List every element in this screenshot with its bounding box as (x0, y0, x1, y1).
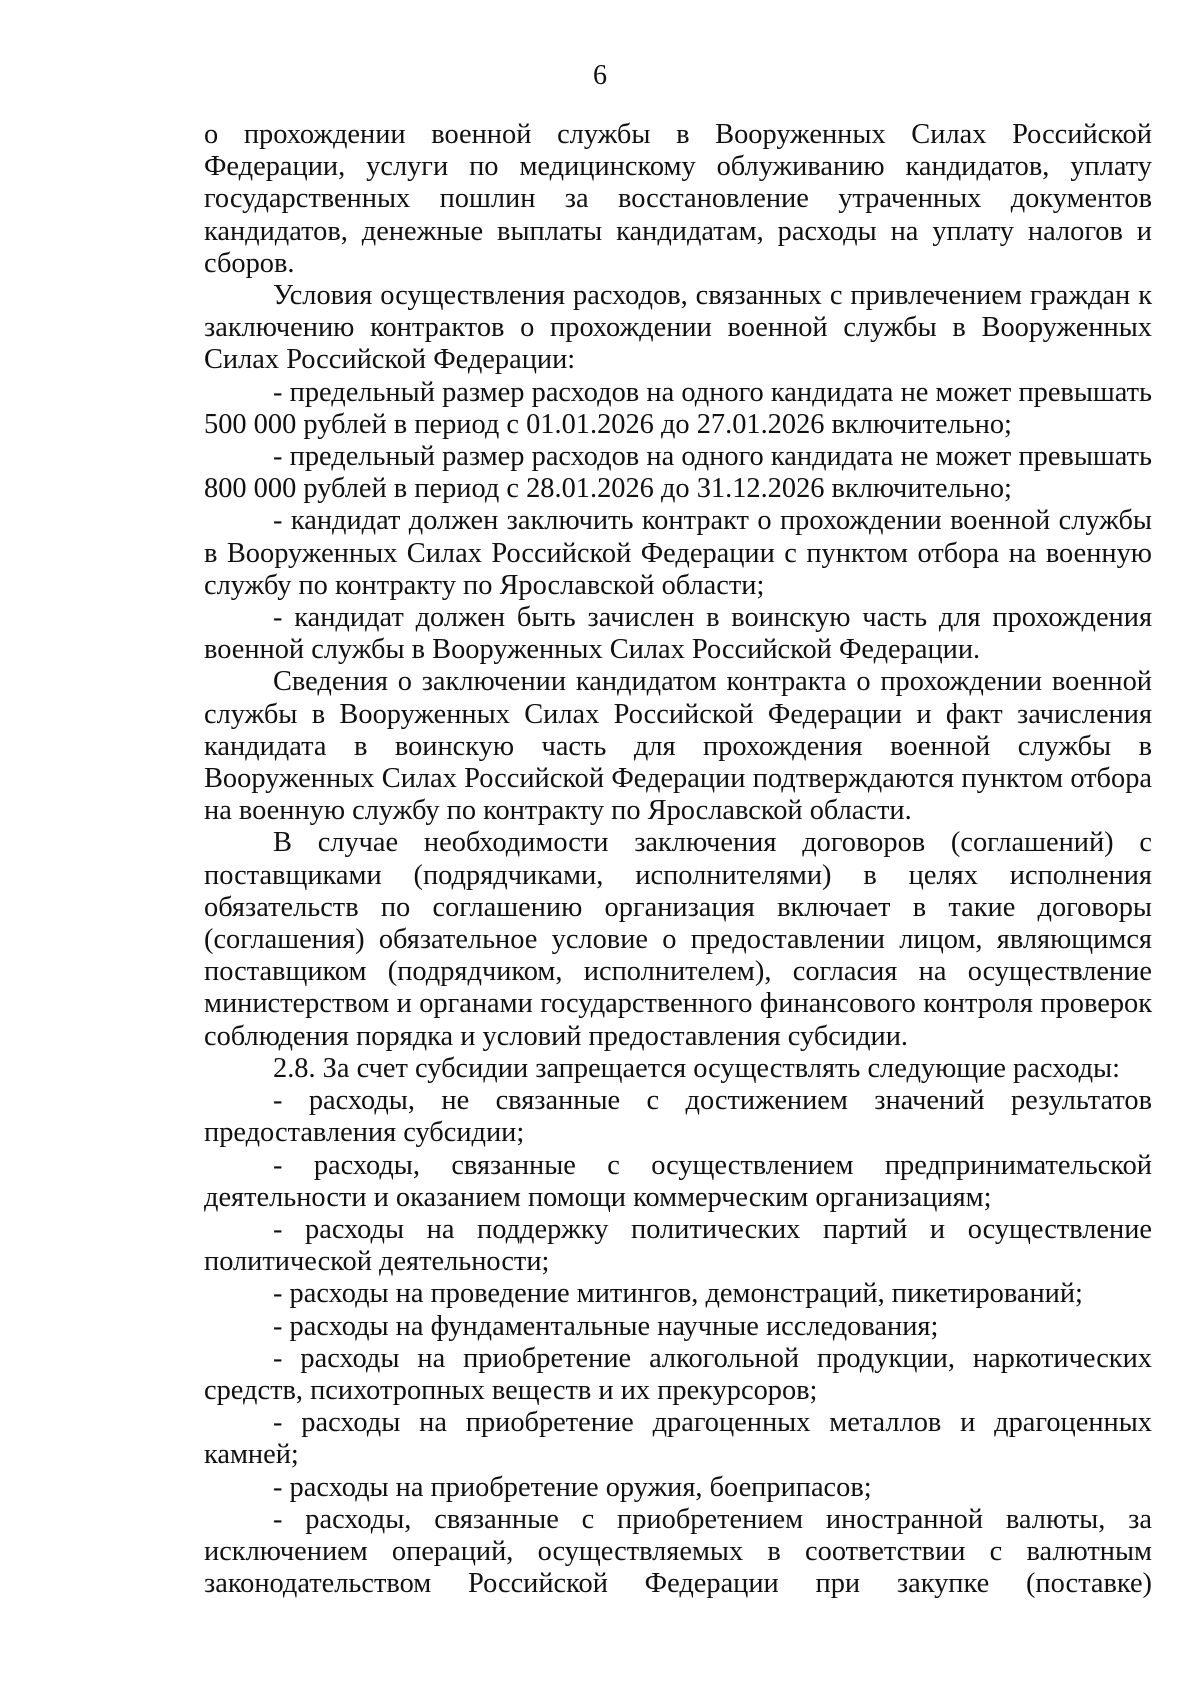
list-item-contract: - кандидат должен заключить контракт о прохождении военной службы в Вооруженных Силах Российской Федерации с пунктом отбора на военную службу по контракту по Ярославской области; (204, 505, 1152, 601)
list-item-prohibited-metals: - расходы на приобретение драгоценных металлов и драгоценных камней; (204, 1407, 1152, 1471)
paragraph-continuation: о прохождении военной службы в Вооруженных Силах Российской Федерации, услуги по медицинскому облуживанию кандидатов, уплату государственных пошлин за восстановление утраченных документов кандидатов, денежные выплаты кандидатам, расходы на уплату налогов и сборов. (204, 119, 1152, 279)
paragraph-conditions-intro: Условия осуществления расходов, связанных с привлечением граждан к заключению контрактов о прохождении военной службы в Вооруженных Силах Российской Федерации: (204, 280, 1152, 376)
list-item-limit-500k: - предельный размер расходов на одного кандидата не может превышать 500 000 рублей в период с 01.01.2026 до 27.01.2026 включительно; (204, 376, 1152, 440)
list-item-prohibited-alcohol: - расходы на приобретение алкогольной продукции, наркотических средств, психотропных веществ и их прекурсоров; (204, 1342, 1152, 1406)
section-2-8-heading: 2.8. За счет субсидии запрещается осуществлять следующие расходы: (273, 1052, 1120, 1084)
list-item-prohibited-currency: - расходы, связанные с приобретением иностранной валюты, за исключением операций, осуществляемых в соответствии с валютным законодательством Российской Федерации при закупке (поставке) (204, 1503, 1152, 1600)
document-body (204, 119, 1152, 1600)
list-item-prohibited-business: - расходы, связанные с осуществлением предпринимательской деятельности и оказанием помощи коммерческим организациям; (204, 1149, 1152, 1213)
list-item-prohibited-research: - расходы на фундаментальные научные исследования; (273, 1310, 939, 1342)
list-item-limit-800k: - предельный размер расходов на одного кандидата не может превышать 800 000 рублей в период с 28.01.2026 до 31.12.2026 включительно; (204, 441, 1152, 505)
paragraph-suppliers: В случае необходимости заключения договоров (соглашений) с поставщиками (подрядчиками, исполнителями) в целях исполнения обязательств по соглашению организация включает в такие договоры (соглашения) обязательное условие о предоставлении лицом, являющимся поставщиком (подрядчиком, исполнителем), согласия на осуществление министерством и органами государственного финансового контроля проверок соблюдения порядка и условий предоставления субсидии. (204, 827, 1152, 1052)
list-item-prohibited-weapons: - расходы на приобретение оружия, боеприпасов; (273, 1471, 872, 1503)
page-number: 6 (593, 60, 607, 91)
list-item-prohibited-politics: - расходы на поддержку политических партий и осуществление политической деятельности; (204, 1213, 1152, 1278)
list-item-prohibited-rallies: - расходы на проведение митингов, демонстраций, пикетирований; (273, 1278, 1083, 1310)
list-item-prohibited-results: - расходы, не связанные с достижением значений результатов предоставления субсидии; (204, 1085, 1152, 1149)
list-item-enrollment: - кандидат должен быть зачислен в воинскую часть для прохождения военной службы в Вооруженных Силах Российской Федерации. (204, 602, 1152, 666)
paragraph-confirmation: Сведения о заключении кандидатом контракта о прохождении военной службы в Вооруженных Силах Российской Федерации и факт зачисления кандидата в воинскую часть для прохождения военной службы в Вооруженных Силах Российской Федерации подтверждаются пунктом отбора на военную службу по контракту по Ярославской области. (204, 666, 1152, 827)
